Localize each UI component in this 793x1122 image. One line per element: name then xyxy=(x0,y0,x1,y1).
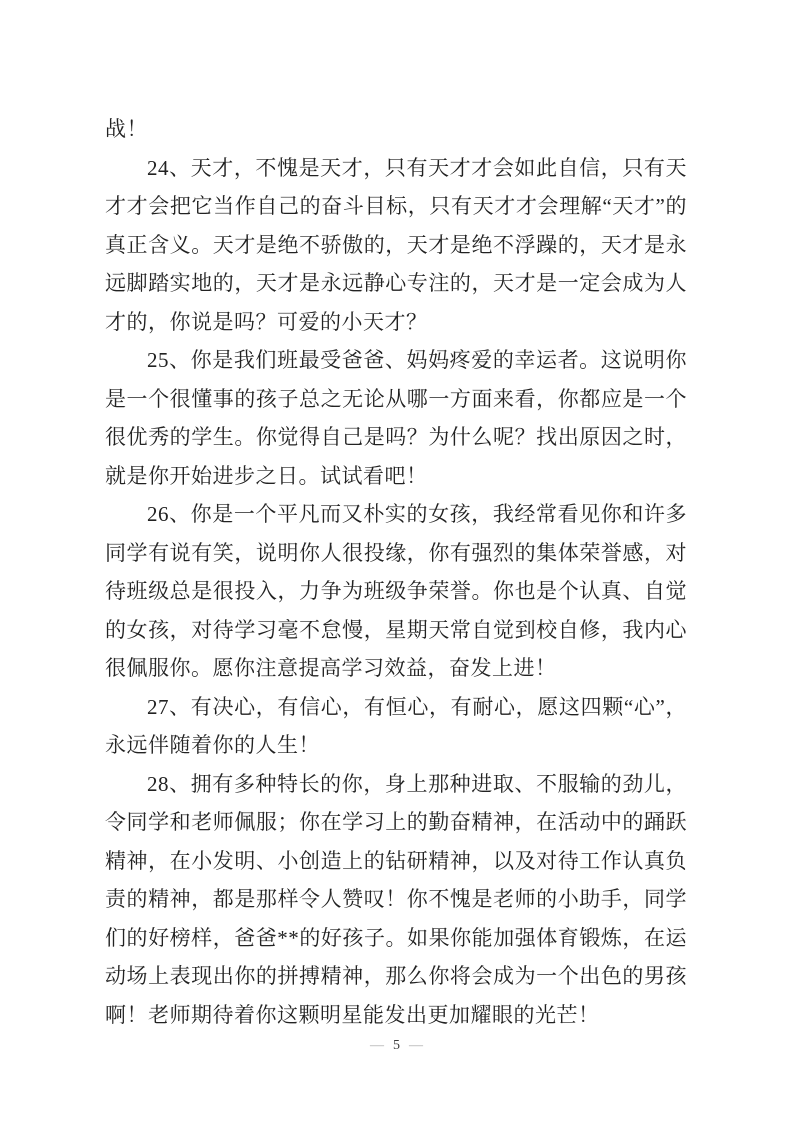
page-number: 5 xyxy=(393,1038,400,1053)
paragraph-28: 28、拥有多种特长的你，身上那种进取、不服输的劲儿，令同学和老师佩服；你在学习上的勤奋精神，在活动中的踊跃精神，在小发明、小创造上的钻研精神，以及对待工作认真负责的精神，都是那样令人赞叹！你不愧是老师的小助手，同学们的好榜样，爸爸**的好孩子。如果你能加强体育锻炼，在运动场上表现出你的拼搏精神，那么你将会成为一个出色的男孩啊！老师期待着你这颗明星能发出更加耀眼的光芒！ xyxy=(105,771,687,1027)
paragraph-24: 24、天才，不愧是天才，只有天才才会如此自信，只有天才才会把它当作自己的奋斗目标，只有天才才会理解“天才”的真正含义。天才是绝不骄傲的，天才是绝不浮躁的，天才是永远脚踏实地的，天才是永远静心专注的，天才是一定会成为人才的，你说是吗？可爱的小天才？ xyxy=(105,155,687,334)
paragraph-25: 25、你是我们班最受爸爸、妈妈疼爱的幸运者。这说明你是一个很懂事的孩子总之无论从哪一方面来看，你都应是一个很优秀的学生。你觉得自己是吗？为什么呢？找出原因之时，就是你开始进步之日。试试看吧！ xyxy=(105,348,687,488)
paragraph-26: 26、你是一个平凡而又朴实的女孩，我经常看见你和许多同学有说有笑，说明你人很投缘，你有强烈的集体荣誉感，对待班级总是很投入，力争为班级争荣誉。你也是个认真、自觉的女孩，对待学习毫不怠慢，星期天常自觉到校自修，我内心很佩服你。愿你注意提高学习效益，奋发上进！ xyxy=(105,502,687,680)
paragraph-continuation: 战！ xyxy=(105,117,148,141)
footer-right-dash: — xyxy=(409,1038,423,1053)
paragraph-27: 27、有决心，有信心，有恒心，有耐心，愿这四颗“心”，永远伴随着你的人生！ xyxy=(105,694,687,757)
footer-left-dash: — xyxy=(370,1038,384,1053)
page-footer xyxy=(0,1036,793,1056)
document-body xyxy=(105,110,687,1034)
